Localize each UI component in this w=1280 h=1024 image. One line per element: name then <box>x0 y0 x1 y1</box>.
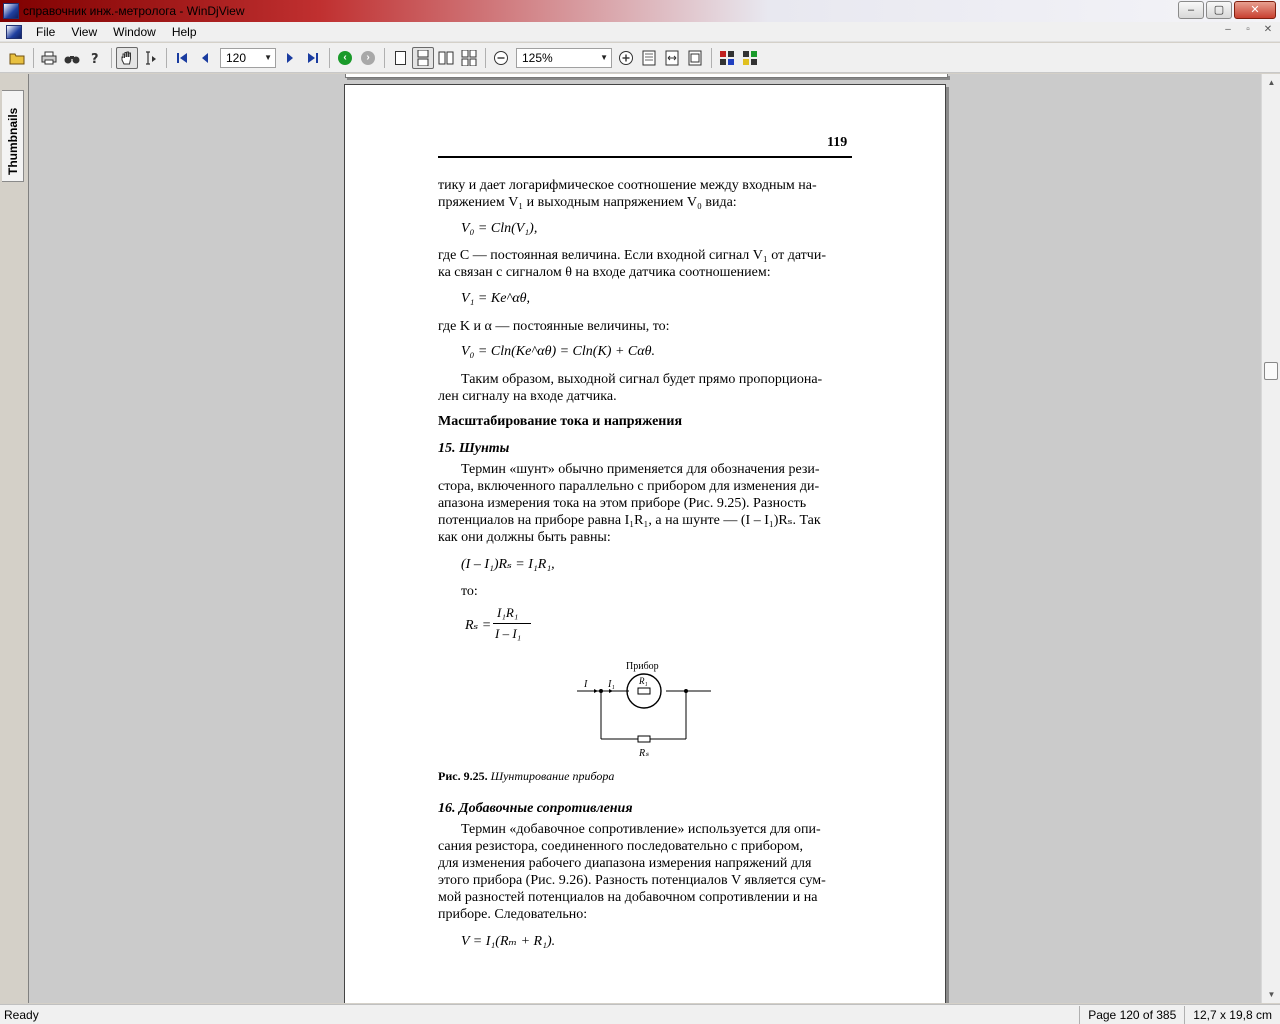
diagram-label-i: I <box>584 679 588 690</box>
thumbnails-tab-label: Thumbnails <box>6 107 20 175</box>
chevron-down-icon: ▼ <box>264 53 272 62</box>
subsection-heading: 15. Шунты <box>438 441 510 456</box>
toolbar-separator <box>485 48 486 68</box>
diagram-label-r1: R₁ <box>639 676 648 686</box>
print-icon[interactable] <box>38 47 60 69</box>
chevron-down-icon: ▼ <box>600 53 608 62</box>
figure-caption-number: Рис. 9.25. <box>438 769 488 783</box>
header-rule <box>438 156 852 158</box>
menu-help[interactable]: Help <box>171 24 197 39</box>
facing-pages-icon[interactable] <box>435 47 457 69</box>
diagram-label-device: Прибор <box>626 661 659 672</box>
status-bar <box>0 1004 1280 1024</box>
figure-caption-text: Шунтирование прибора <box>490 769 615 783</box>
close-button[interactable]: ✕ <box>1234 1 1276 19</box>
status-ready: Ready <box>4 1007 39 1022</box>
document-icon[interactable] <box>6 25 22 39</box>
subsection-heading: 16. Добавочные сопротивления <box>438 801 633 816</box>
page-number-combo[interactable] <box>220 48 276 68</box>
shunt-circuit-diagram <box>575 657 715 767</box>
back-icon[interactable]: ‹ <box>334 47 356 69</box>
continuous-page-icon[interactable] <box>412 47 434 69</box>
hand-tool-icon[interactable] <box>116 47 138 69</box>
open-folder-icon[interactable] <box>6 47 28 69</box>
toolbar-separator <box>166 48 167 68</box>
status-page-info: Page 120 of 385 <box>1079 1006 1184 1024</box>
paragraph-line: то: <box>461 584 478 599</box>
document-page <box>344 84 946 1003</box>
menu-view[interactable]: View <box>71 24 98 39</box>
mdi-close-button[interactable]: ✕ <box>1263 24 1273 35</box>
title-bar <box>0 0 1280 22</box>
paragraph-line: апазона измерения тока на этом приборе (Рис. 9.25). Разность <box>438 496 807 511</box>
paragraph-line: пряжением V₁ и выходным напряжением V₀ вида: <box>438 195 737 210</box>
menu-window[interactable]: Window <box>113 24 156 39</box>
status-page-size: 12,7 x 19,8 cm <box>1184 1006 1280 1024</box>
paragraph-line: стора, включенного параллельно с прибором для изменения ди- <box>438 479 820 494</box>
diagram-label-i1: I₁ <box>608 679 615 690</box>
continuous-facing-icon[interactable] <box>458 47 480 69</box>
figure-caption <box>438 769 614 784</box>
formula: V₀ = Cln(Ke^αθ) = Cln(K) + Cαθ. <box>461 344 655 359</box>
mdi-restore-button[interactable]: ▫ <box>1246 24 1250 35</box>
zoom-value: 125% <box>522 50 553 65</box>
first-page-icon[interactable] <box>171 47 193 69</box>
single-page-icon[interactable] <box>389 47 411 69</box>
svg-text:?: ? <box>91 51 99 66</box>
paragraph-line: приборе. Следовательно: <box>438 907 588 922</box>
paragraph-line: тику и дает логарифмическое соотношение между входным на- <box>438 178 817 193</box>
paragraph-line: где K и α — постоянные величины, то: <box>438 319 670 334</box>
document-viewport[interactable] <box>28 74 1261 1003</box>
actual-size-icon[interactable] <box>684 47 706 69</box>
scroll-up-icon[interactable]: ▲ <box>1267 78 1276 87</box>
section-heading: Масштабирование тока и напряжения <box>438 414 683 429</box>
help-icon[interactable] <box>84 47 106 69</box>
last-page-icon[interactable] <box>302 47 324 69</box>
formula: (I – I₁)Rₛ = I₁R₁, <box>461 557 555 572</box>
fit-width-icon[interactable] <box>661 47 683 69</box>
toolbar-separator <box>384 48 385 68</box>
formula: V = I₁(Rₘ + R₁). <box>461 934 556 949</box>
previous-page-icon[interactable] <box>194 47 216 69</box>
paragraph-line: Термин «шунт» обычно применяется для обозначения рези- <box>461 462 820 477</box>
zoom-out-icon[interactable] <box>490 47 512 69</box>
mdi-controls <box>1220 24 1276 38</box>
paragraph-line: потенциалов на приборе равна I₁R₁, а на шунте — (I – I₁)Rₛ. Так <box>438 513 821 528</box>
forward-icon[interactable]: › <box>357 47 379 69</box>
menu-bar <box>0 22 1280 42</box>
paragraph-line: Термин «добавочное сопротивление» используется для опи- <box>461 822 821 837</box>
window-controls <box>1178 1 1276 19</box>
find-binoculars-icon[interactable] <box>61 47 83 69</box>
previous-page-edge <box>345 74 948 78</box>
scroll-thumb[interactable] <box>1264 362 1278 380</box>
maximize-button[interactable]: ▢ <box>1206 1 1232 19</box>
paragraph-line: где C — постоянная величина. Если входной сигнал V₁ от датчи- <box>438 248 826 263</box>
minimize-button[interactable]: – <box>1178 1 1204 19</box>
toolbar-separator <box>329 48 330 68</box>
thumbnails-tab[interactable] <box>2 90 24 182</box>
paragraph-line: сания резистора, соединенного последовательно с прибором, <box>438 839 803 854</box>
menu-file[interactable]: File <box>36 24 56 39</box>
toolbar-separator <box>111 48 112 68</box>
formula: V₁ = Ke^αθ, <box>461 291 531 306</box>
paragraph-line: Таким образом, выходной сигнал будет прямо пропорциона- <box>461 372 823 387</box>
paragraph-line: ка связан с сигналом θ на входе датчика соотношением: <box>438 265 771 280</box>
toolbar-separator <box>33 48 34 68</box>
toolbar <box>0 43 1280 73</box>
formula-lhs: Rₛ = <box>465 618 492 633</box>
paragraph-line: этого прибора (Рис. 9.26). Разность потенциалов V является сум- <box>438 873 826 888</box>
toolbar-separator <box>711 48 712 68</box>
vertical-scrollbar[interactable] <box>1261 74 1280 1003</box>
window-title: справочник инж.-метролога - WinDjView <box>23 4 245 18</box>
formula-numerator: I₁R₁ <box>497 605 519 620</box>
zoom-in-icon[interactable] <box>615 47 637 69</box>
display-mode-bw-icon[interactable] <box>739 47 761 69</box>
formula-denominator: I – I₁ <box>495 626 522 641</box>
paragraph-line: мой разностей потенциалов на добавочном сопротивлении и на <box>438 890 818 905</box>
page-number-value: 120 <box>226 50 247 65</box>
paragraph-line: лен сигналу на входе датчика. <box>438 389 617 404</box>
zoom-combo[interactable] <box>516 48 612 68</box>
fraction-bar <box>493 623 531 624</box>
app-icon <box>3 3 19 19</box>
scroll-down-icon[interactable]: ▼ <box>1267 990 1276 999</box>
mdi-minimize-button[interactable]: – <box>1225 24 1231 35</box>
display-mode-color-icon[interactable] <box>716 47 738 69</box>
paragraph-line: как они должны быть равны: <box>438 530 611 545</box>
next-page-icon[interactable] <box>279 47 301 69</box>
diagram-label-rs: Rₛ <box>639 748 649 759</box>
select-tool-icon[interactable] <box>139 47 161 69</box>
page-number-header: 119 <box>827 135 848 150</box>
formula: V₀ = Cln(V₁), <box>461 221 538 236</box>
paragraph-line: для изменения рабочего диапазона измерения напряжений для <box>438 856 812 871</box>
fit-page-icon[interactable] <box>638 47 660 69</box>
